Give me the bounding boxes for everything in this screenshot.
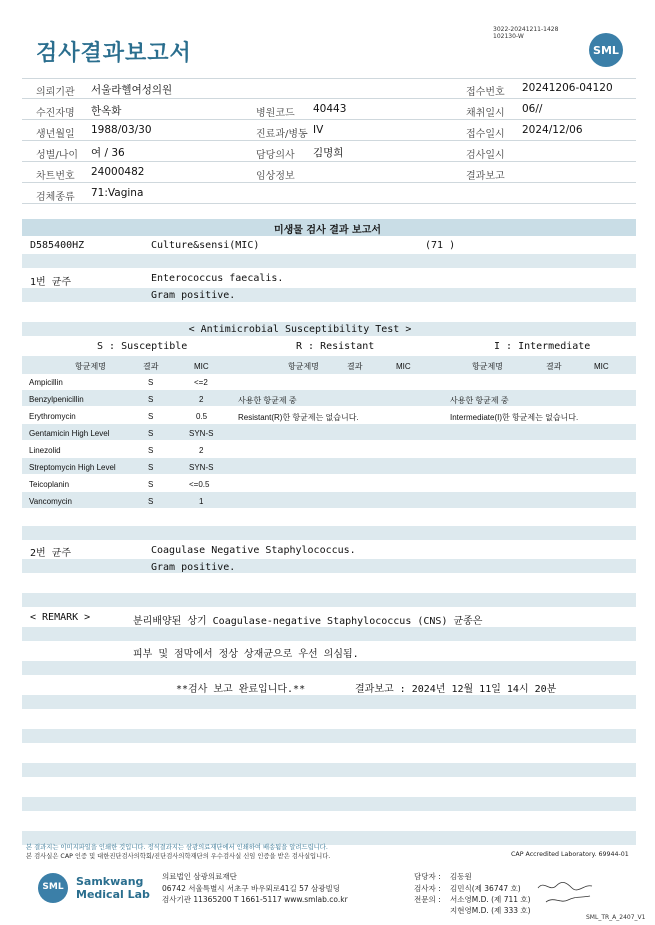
col-drug-i: 항균제명 — [472, 362, 503, 371]
accreditation-note: 본 검사실은 CAP 인증 및 대한진단검사의학회/진단검사의학재단의 우수검사실 신임 인증을 받은 검사실입니다. — [26, 853, 331, 860]
test-code: D585400HZ — [30, 240, 85, 251]
divider — [22, 203, 636, 204]
ward-code-value: 40443 — [313, 103, 347, 115]
drug-mic: 0.5 — [196, 412, 208, 421]
row-band — [22, 729, 636, 743]
patient-label: 수진자명 — [36, 108, 75, 119]
completion-text: **검사 보고 완료입니다.** — [176, 684, 306, 695]
row-band — [22, 288, 636, 302]
receipt-date-value: 2024/12/06 — [522, 124, 583, 136]
legend-resistant: R : Resistant — [296, 341, 375, 352]
specialist2-name: 지현영M.D. (제 333 호) — [450, 906, 531, 915]
row-band — [22, 797, 636, 811]
doctor-label: 담당의사 — [256, 150, 295, 161]
form-code: SML_TR_A_2407_V1 — [586, 914, 646, 921]
row-band — [22, 254, 636, 268]
test-name: Culture&sensi(MIC) — [151, 240, 260, 251]
address: 06742 서울특별시 서초구 바우뫼로41길 57 삼광빌딩 — [162, 884, 341, 893]
contact-info: 검사기관 11365200 T 1661-5117 www.smlab.co.kr — [162, 895, 348, 904]
row-band — [22, 424, 636, 440]
drug-name: Erythromycin — [29, 412, 76, 421]
row-band — [22, 661, 636, 675]
drug-result: S — [148, 463, 154, 472]
divider — [22, 78, 636, 79]
drug-result: S — [148, 446, 154, 455]
drug-mic: SYN-S — [189, 429, 214, 438]
report-time: 결과보고 : 2024년 12월 11일 14시 20분 — [355, 684, 557, 695]
resistant-note-line1: 사용한 항균제 중 — [238, 396, 297, 405]
resistant-note-line2: Resistant(R)한 항균제는 없습니다. — [238, 413, 359, 422]
divider — [22, 161, 636, 162]
cap-number: CAP Accredited Laboratory. 69944-01 — [511, 851, 629, 858]
drug-result: S — [148, 480, 154, 489]
ast-title: < Antimicrobial Susceptibility Test > — [188, 324, 412, 335]
document-id — [493, 26, 558, 40]
specialist-label: 전문의 : — [414, 895, 441, 904]
test-number: (71 ) — [425, 240, 456, 251]
drug-mic: 1 — [199, 497, 204, 506]
drug-name: Gentamicin High Level — [29, 429, 110, 438]
sex-age-value: 여 / 36 — [91, 147, 125, 159]
legend-susceptible: S : Susceptible — [97, 341, 188, 352]
drug-result: S — [148, 395, 154, 404]
receipt-no-label: 접수번호 — [466, 87, 505, 98]
dept-label: 진료과/병동 — [256, 129, 308, 140]
section-title: 미생물 검사 결과 보고서 — [273, 225, 382, 236]
col-mic-r: MIC — [396, 362, 411, 371]
document-id-line1: 3022-20241211-1428 — [493, 26, 559, 33]
report-label: 결과보고 — [466, 171, 505, 182]
institution-value: 서울라헬여성의원 — [91, 84, 173, 96]
signature-image — [536, 878, 594, 908]
intermediate-note-line2: Intermediate(I)한 항균제는 없습니다. — [450, 413, 579, 422]
organism2-label: 2번 균주 — [30, 548, 72, 559]
organism1-name: Enterococcus faecalis. — [151, 273, 284, 284]
col-result-i: 결과 — [546, 362, 562, 371]
row-band — [22, 390, 636, 406]
intermediate-note-line1: 사용한 항균제 중 — [450, 396, 509, 405]
col-drug-s: 항균제명 — [75, 362, 106, 371]
row-band — [22, 492, 636, 508]
tester-name: 김민식(제 36747 호) — [450, 884, 521, 893]
staff-name: 김동원 — [450, 872, 472, 881]
drug-mic: SYN-S — [189, 463, 214, 472]
drug-name: Vancomycin — [29, 497, 72, 506]
staff-label: 담당자 : — [414, 872, 441, 881]
row-band — [22, 695, 636, 709]
organism1-gram: Gram positive. — [151, 290, 236, 301]
drug-name: Teicoplanin — [29, 480, 70, 489]
drug-result: S — [148, 378, 154, 387]
divider — [22, 119, 636, 120]
receipt-date-label: 접수일시 — [466, 129, 505, 140]
drug-mic: 2 — [199, 446, 204, 455]
brand-line2: Medical Lab — [76, 888, 150, 901]
organism1-label: 1번 균주 — [30, 277, 72, 288]
specimen-label: 검체종류 — [36, 192, 75, 203]
collect-date-label: 채취일시 — [466, 108, 505, 119]
brand-line1: Samkwang — [76, 875, 144, 888]
drug-name: Ampicillin — [29, 378, 63, 387]
dob-value: 1988/03/30 — [91, 124, 152, 136]
collect-date-value: 06// — [522, 103, 543, 115]
image-note: 본 결과지는 이미지파일을 인쇄한 것입니다. 정식결과지는 삼광의료재단에서 인쇄하여 배송됨을 알려드립니다. — [26, 844, 328, 851]
doctor-value: 김명희 — [313, 147, 344, 159]
sml-logo-text: SML — [593, 44, 619, 57]
divider — [22, 140, 636, 141]
col-result-r: 결과 — [347, 362, 363, 371]
chart-no-value: 24000482 — [91, 166, 145, 178]
drug-name: Streptomycin High Level — [29, 463, 116, 472]
receipt-no-value: 20241206-04120 — [522, 82, 613, 94]
organization-name: 의료법인 삼광의료재단 — [162, 872, 237, 881]
remark-line2: 피부 및 점막에서 정상 상재균으로 우선 의심됨. — [133, 649, 359, 660]
drug-mic: <=2 — [194, 378, 208, 387]
page-title: 검사결과보고서 — [36, 41, 192, 66]
test-date-label: 검사일시 — [466, 150, 505, 161]
drug-name: Benzylpenicillin — [29, 395, 84, 404]
dept-value: IV — [313, 124, 324, 136]
drug-mic: 2 — [199, 395, 204, 404]
specimen-value: 71:Vagina — [91, 187, 144, 199]
row-band — [22, 559, 636, 573]
divider — [22, 182, 636, 183]
col-result-s: 결과 — [143, 362, 159, 371]
drug-name: Linezolid — [29, 446, 61, 455]
ward-code-label: 병원코드 — [256, 108, 295, 119]
organism2-gram: Gram positive. — [151, 562, 236, 573]
row-band — [22, 593, 636, 607]
document-id-line2: 102130-W — [493, 33, 524, 40]
drug-result: S — [148, 412, 154, 421]
patient-value: 한옥화 — [91, 105, 122, 117]
chart-no-label: 차트번호 — [36, 171, 75, 182]
specialist1-name: 서소영M.D. (제 711 호) — [450, 895, 531, 904]
sex-age-label: 성별/나이 — [36, 150, 79, 161]
drug-mic: <=0.5 — [189, 480, 210, 489]
divider — [22, 98, 636, 99]
col-mic-s: MIC — [194, 362, 209, 371]
sml-brand-logo-text: SML — [42, 882, 64, 892]
sml-brand-logo — [38, 873, 68, 903]
row-band — [22, 627, 636, 641]
remark-label: < REMARK > — [30, 612, 91, 623]
drug-result: S — [148, 429, 154, 438]
organism2-name: Coagulase Negative Staphylococcus. — [151, 545, 356, 556]
col-drug-r: 항균제명 — [288, 362, 319, 371]
institution-label: 의뢰기관 — [36, 87, 75, 98]
sml-logo — [589, 33, 623, 67]
dob-label: 생년월일 — [36, 129, 75, 140]
legend-intermediate: I : Intermediate — [494, 341, 591, 352]
tester-label: 검사자 : — [414, 884, 441, 893]
row-band — [22, 526, 636, 540]
row-band — [22, 763, 636, 777]
clinical-label: 임상정보 — [256, 171, 295, 182]
col-mic-i: MIC — [594, 362, 609, 371]
remark-line1: 분리배양된 상기 Coagulase-negative Staphylococcus (CNS) 균종은 — [133, 616, 483, 627]
brand-name — [76, 875, 150, 901]
ast-header-band — [22, 356, 636, 374]
drug-result: S — [148, 497, 154, 506]
